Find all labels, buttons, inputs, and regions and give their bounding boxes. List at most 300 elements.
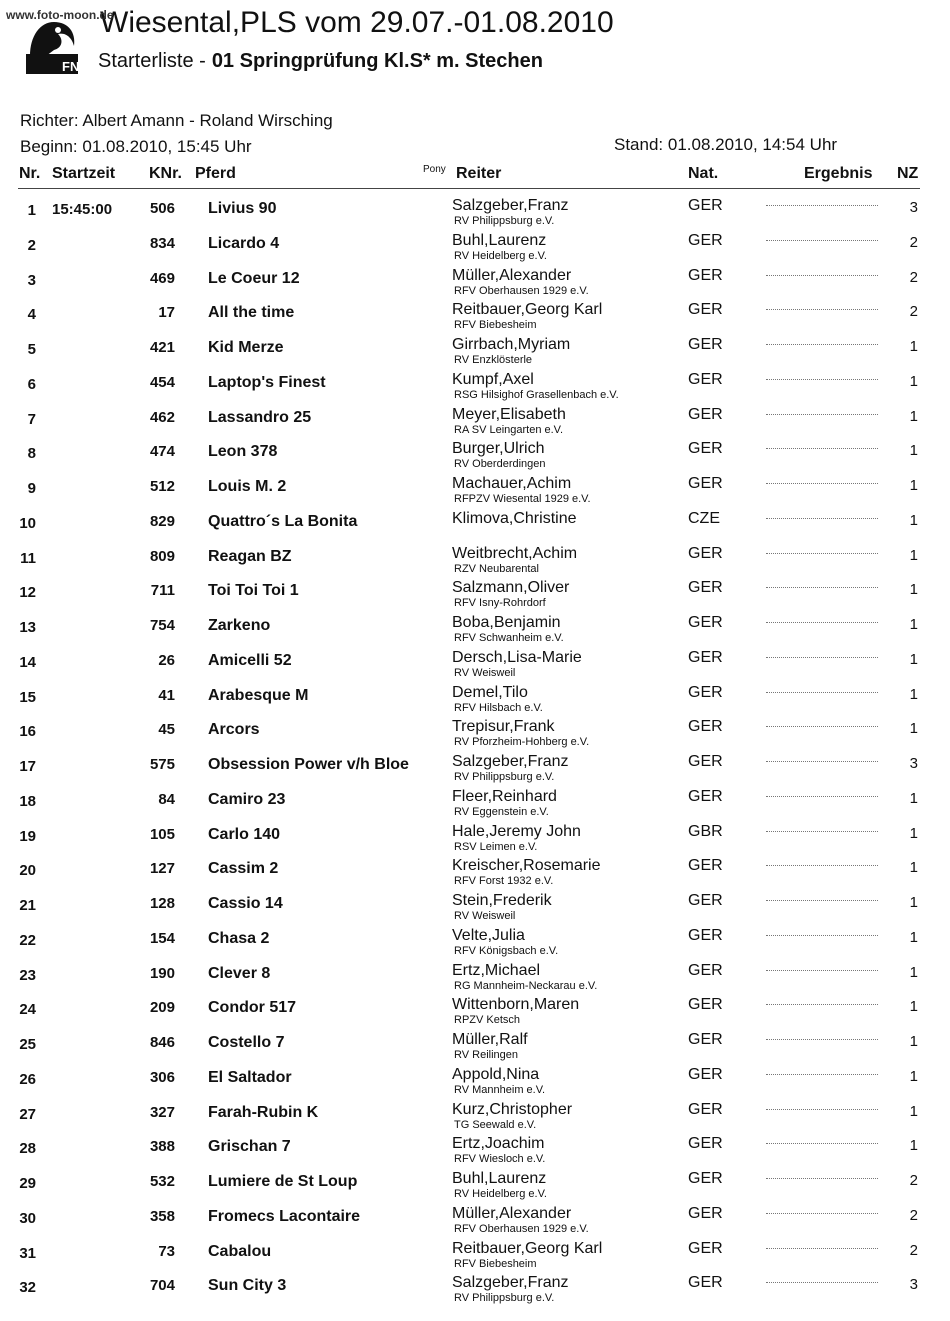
row-club: RV Philippsburg e.V.: [454, 215, 555, 227]
table-row: [0, 231, 950, 266]
row-horse: Cabalou: [208, 1242, 272, 1260]
row-rider: Trepisur,Frank: [452, 718, 555, 736]
table-row: [0, 1239, 950, 1274]
competition-name: 01 Springprüfung Kl.S* m. Stechen: [211, 50, 543, 72]
row-knr: 41: [158, 686, 175, 704]
row-nat: GER: [688, 718, 723, 736]
row-nat: GER: [688, 405, 723, 423]
row-horse: Fromecs Lacontaire: [208, 1207, 361, 1225]
row-club: RV Weisweil: [454, 666, 516, 679]
row-nz: 1: [909, 963, 918, 981]
row-knr: 512: [149, 478, 175, 495]
row-knr: 454: [149, 373, 175, 391]
row-result-placeholder: [766, 274, 878, 276]
row-rider: Reitbauer,Georg Karl: [452, 301, 603, 319]
row-horse: Arabesque M: [208, 686, 309, 704]
row-nr: 14: [19, 653, 36, 671]
col-header-pferd: Pferd: [195, 165, 236, 182]
row-knr: 829: [149, 512, 175, 530]
row-knr: 421: [149, 339, 175, 356]
row-rider: Reitbauer,Georg Karl: [452, 1239, 603, 1257]
row-nat: GER: [688, 648, 723, 666]
row-result-placeholder: [766, 691, 878, 693]
row-nat: GER: [688, 544, 723, 562]
begin-line: Beginn: 01.08.2010, 15:45 Uhr: [20, 137, 252, 156]
row-rider: Dersch,Lisa-Marie: [452, 648, 582, 666]
row-nat: GER: [688, 1100, 723, 1118]
row-nr: 21: [19, 897, 36, 914]
row-knr: 809: [149, 547, 175, 565]
row-knr: 575: [149, 756, 175, 773]
fn-logo-icon: [24, 16, 80, 76]
table-row: [0, 335, 950, 370]
row-nat: GER: [688, 336, 723, 353]
row-horse: Toi Toi Toi 1: [208, 582, 299, 600]
row-nat: GER: [688, 926, 723, 944]
row-rider: Kumpf,Axel: [452, 370, 534, 388]
row-nz: 1: [909, 859, 918, 877]
table-row: [0, 509, 950, 544]
row-club: RFPZV Wiesental 1929 e.V.: [454, 493, 591, 505]
row-nr: 17: [19, 758, 36, 775]
row-horse: Leon 378: [208, 443, 278, 461]
row-horse: Clever 8: [208, 964, 271, 982]
table-row: [0, 1030, 950, 1065]
row-club: RV Heidelberg e.V.: [454, 249, 547, 262]
row-horse: El Saltador: [208, 1068, 292, 1086]
row-knr: 532: [149, 1173, 175, 1190]
row-knr: 127: [149, 860, 175, 878]
table-row: [0, 683, 950, 718]
row-horse: Kid Merze: [208, 339, 284, 356]
row-knr: 105: [149, 825, 175, 843]
row-knr: 73: [158, 1242, 175, 1260]
row-rider: Salzgeber,Franz: [452, 1274, 569, 1292]
row-rider: Appold,Nina: [452, 1065, 540, 1083]
starter-list: [0, 196, 950, 1308]
row-nz: 1: [909, 1102, 918, 1120]
row-nz: 1: [909, 511, 918, 529]
row-knr: 26: [158, 651, 175, 669]
row-nz: 1: [909, 546, 918, 564]
row-rider: Ertz,Michael: [452, 961, 541, 979]
col-header-startzeit: Startzeit: [52, 165, 116, 182]
row-nz: 3: [909, 755, 918, 772]
row-nat: GER: [688, 996, 723, 1014]
row-nr: 24: [19, 1001, 36, 1019]
row-horse: Chasa 2: [208, 929, 270, 947]
page-title: Wiesental,PLS vom 29.07.-01.08.2010: [100, 6, 614, 39]
row-rider: Meyer,Elisabeth: [452, 405, 566, 423]
row-result-placeholder: [766, 1108, 878, 1110]
row-result-placeholder: [766, 1142, 878, 1144]
row-horse: Le Coeur 12: [208, 269, 300, 287]
row-knr: 128: [149, 895, 175, 912]
row-nz: 1: [909, 998, 918, 1016]
row-nr: 4: [27, 306, 36, 324]
row-club: RFV Isny-Rohrdorf: [454, 597, 546, 610]
row-nr: 27: [19, 1105, 36, 1123]
row-rider: Machauer,Achim: [452, 475, 572, 492]
col-header-reiter: Reiter: [456, 165, 502, 182]
row-knr: 754: [149, 617, 175, 634]
row-club: TG Seewald e.V.: [454, 1118, 537, 1131]
row-nat: GER: [688, 753, 723, 770]
row-nz: 1: [909, 894, 918, 911]
row-nz: 1: [909, 928, 918, 946]
header-divider: [18, 188, 920, 189]
table-row: [0, 1169, 950, 1204]
row-nz: 1: [909, 720, 918, 738]
row-rider: Velte,Julia: [452, 926, 525, 944]
table-row: [0, 891, 950, 926]
row-result-placeholder: [766, 204, 878, 206]
table-row: [0, 405, 950, 440]
row-club: RZV Neubarental: [454, 562, 539, 575]
row-nz: 1: [909, 650, 918, 668]
row-nr: 23: [19, 966, 36, 984]
row-nr: 3: [27, 271, 36, 289]
logo-label: FN: [62, 59, 80, 74]
row-nz: 2: [909, 1206, 918, 1224]
row-club: RSV Leimen e.V.: [454, 840, 538, 853]
row-nz: 1: [909, 789, 918, 807]
row-club: RV Philippsburg e.V.: [454, 1292, 555, 1305]
table-row: [0, 961, 950, 996]
row-club: RFV Oberhausen 1929 e.V.: [454, 1222, 589, 1235]
row-rider: Weitbrecht,Achim: [452, 544, 578, 562]
row-result-placeholder: [766, 552, 878, 554]
row-nr: 20: [19, 862, 36, 880]
row-rider: Boba,Benjamin: [452, 614, 561, 631]
row-nat: GER: [688, 231, 723, 249]
row-result-placeholder: [766, 969, 878, 971]
row-nat: GER: [688, 892, 723, 909]
row-nat: CZE: [688, 509, 720, 527]
row-club: RV Heidelberg e.V.: [454, 1188, 547, 1200]
row-result-placeholder: [766, 864, 878, 866]
table-row: [0, 613, 950, 648]
row-horse: Camiro 23: [208, 790, 286, 808]
row-club: RFV Biebesheim: [454, 1257, 537, 1270]
row-nr: 15: [19, 688, 36, 706]
row-nat: GER: [688, 961, 723, 979]
table-row: [0, 717, 950, 752]
row-club: RFV Forst 1932 e.V.: [454, 875, 554, 888]
row-nz: 1: [909, 407, 918, 425]
row-rider: Stein,Frederik: [452, 892, 552, 909]
row-result-placeholder: [766, 378, 878, 380]
row-nr: 19: [19, 827, 36, 845]
table-row: [0, 752, 950, 787]
row-nat: GER: [688, 787, 723, 805]
row-nat: GBR: [688, 822, 723, 840]
row-knr: 306: [149, 1068, 175, 1086]
table-row: [0, 578, 950, 613]
row-rider: Hale,Jeremy John: [452, 822, 581, 840]
row-rider: Kurz,Christopher: [452, 1100, 573, 1118]
row-nat: GER: [688, 370, 723, 388]
table-row: [0, 822, 950, 857]
stand-line: Stand: 01.08.2010, 14:54 Uhr: [614, 135, 838, 154]
row-nr: 25: [19, 1036, 36, 1053]
row-nr: 29: [19, 1175, 36, 1192]
row-nz: 1: [909, 1137, 918, 1155]
table-row: [0, 1134, 950, 1169]
row-nz: 3: [909, 199, 918, 216]
table-row: [0, 474, 950, 509]
row-result-placeholder: [766, 621, 878, 623]
row-club: RFV Biebesheim: [454, 319, 537, 332]
table-row: [0, 196, 950, 231]
row-nz: 1: [909, 372, 918, 390]
row-nat: GER: [688, 1135, 723, 1153]
row-nr: 22: [19, 931, 36, 949]
row-nat: GER: [688, 579, 723, 597]
row-nr: 10: [19, 514, 36, 532]
row-nr: 11: [20, 549, 36, 567]
row-horse: Costello 7: [208, 1034, 285, 1051]
row-nat: GER: [688, 1239, 723, 1257]
subtitle-label: Starterliste -: [98, 50, 206, 72]
row-result-placeholder: [766, 1003, 878, 1005]
row-nz: 2: [909, 268, 918, 286]
row-result-placeholder: [766, 586, 878, 588]
row-club: RV Enzklösterle: [454, 354, 533, 366]
table-row: [0, 1204, 950, 1239]
row-knr: 154: [149, 929, 175, 947]
row-knr: 358: [149, 1207, 175, 1225]
row-rider: Demel,Tilo: [452, 683, 528, 701]
row-result-placeholder: [766, 1281, 878, 1283]
row-nz: 3: [909, 1276, 918, 1294]
row-rider: Girrbach,Myriam: [452, 336, 571, 353]
row-startzeit: 15:45:00: [52, 201, 113, 218]
table-row: [0, 1100, 950, 1135]
row-club: RV Reilingen: [454, 1049, 519, 1061]
row-knr: 462: [149, 408, 175, 426]
table-row: [0, 995, 950, 1030]
row-nz: 2: [909, 233, 918, 251]
row-result-placeholder: [766, 934, 878, 936]
col-header-pony: Pony: [423, 164, 446, 175]
row-horse: Zarkeno: [208, 617, 271, 634]
row-nz: 1: [909, 477, 918, 494]
row-horse: Cassio 14: [208, 895, 283, 912]
row-knr: 469: [149, 269, 175, 287]
row-rider: Salzmann,Oliver: [452, 579, 570, 597]
table-row: [0, 266, 950, 301]
row-horse: All the time: [208, 304, 295, 322]
row-rider: Buhl,Laurenz: [452, 1170, 547, 1187]
row-rider: Müller,Alexander: [452, 266, 572, 284]
row-rider: Ertz,Joachim: [452, 1135, 545, 1153]
row-rider: Buhl,Laurenz: [452, 231, 547, 249]
row-knr: 474: [149, 443, 175, 461]
row-result-placeholder: [766, 656, 878, 658]
table-row: [0, 544, 950, 579]
row-nz: 1: [909, 616, 918, 633]
row-rider: Wittenborn,Maren: [452, 996, 580, 1014]
row-nr: 16: [19, 723, 36, 741]
row-horse: Carlo 140: [208, 825, 281, 843]
row-nr: 6: [27, 375, 36, 393]
table-row: [0, 856, 950, 891]
row-nr: 5: [27, 341, 36, 358]
row-nr: 1: [27, 202, 36, 219]
table-row: [0, 926, 950, 961]
row-horse: Lumiere de St Loup: [208, 1173, 358, 1190]
row-nz: 1: [909, 1067, 918, 1085]
row-nat: GER: [688, 1204, 723, 1222]
row-rider: Müller,Alexander: [452, 1204, 572, 1222]
row-nat: GER: [688, 1274, 723, 1292]
row-result-placeholder: [766, 795, 878, 797]
row-result-placeholder: [766, 1247, 878, 1249]
row-result-placeholder: [766, 413, 878, 415]
row-club: RV Oberderdingen: [454, 458, 546, 471]
row-rider: Fleer,Reinhard: [452, 787, 557, 805]
row-nat: GER: [688, 197, 723, 214]
row-club: RV Philippsburg e.V.: [454, 771, 555, 783]
row-horse: Grischan 7: [208, 1138, 291, 1156]
row-nr: 12: [19, 584, 36, 602]
row-nr: 26: [19, 1070, 36, 1088]
row-rider: Kreischer,Rosemarie: [452, 857, 601, 875]
row-club: RV Pforzheim-Hohberg e.V.: [454, 736, 590, 749]
row-nr: 31: [19, 1244, 36, 1262]
row-result-placeholder: [766, 725, 878, 727]
row-nz: 1: [909, 824, 918, 842]
row-nat: GER: [688, 1031, 723, 1048]
row-knr: 17: [158, 304, 175, 322]
row-horse: Sun City 3: [208, 1277, 287, 1295]
row-club: RFV Schwanheim e.V.: [454, 632, 564, 644]
col-header-nr: Nr.: [19, 165, 41, 182]
row-horse: Livius 90: [208, 200, 277, 217]
row-nr: 18: [19, 792, 36, 810]
row-knr: 506: [149, 200, 175, 217]
row-horse: Quattro´s La Bonita: [208, 512, 358, 530]
row-result-placeholder: [766, 1177, 878, 1179]
row-result-placeholder: [766, 482, 878, 484]
col-header-nat: Nat.: [688, 165, 719, 182]
row-nz: 1: [909, 685, 918, 703]
table-row: [0, 300, 950, 335]
row-nz: 1: [909, 442, 918, 460]
row-nat: GER: [688, 614, 723, 631]
row-horse: Louis M. 2: [208, 478, 287, 495]
row-nr: 13: [19, 619, 36, 636]
row-club: RFV Wiesloch e.V.: [454, 1153, 546, 1166]
row-knr: 846: [149, 1034, 175, 1051]
table-row: [0, 370, 950, 405]
row-club: RV Weisweil: [454, 910, 516, 922]
row-horse: Reagan BZ: [208, 547, 292, 565]
row-nr: 7: [27, 410, 36, 428]
row-club: RFV Königsbach e.V.: [454, 944, 559, 957]
row-result-placeholder: [766, 517, 878, 519]
row-knr: 711: [150, 582, 175, 600]
table-row: [0, 439, 950, 474]
row-club: RA SV Leingarten e.V.: [454, 423, 564, 436]
row-club: RSG Hilsighof Grasellenbach e.V.: [454, 388, 619, 401]
row-rider: Salzgeber,Franz: [452, 197, 569, 214]
row-rider: Klimova,Christine: [452, 509, 577, 527]
row-club: RFV Hilsbach e.V.: [454, 701, 543, 714]
judges-line: Richter: Albert Amann - Roland Wirsching: [20, 111, 333, 130]
watermark-text: www.foto-moon.de: [6, 8, 114, 22]
row-result-placeholder: [766, 1073, 878, 1075]
table-row: [0, 1065, 950, 1100]
row-result-placeholder: [766, 760, 878, 762]
row-horse: Arcors: [208, 721, 260, 739]
row-nat: GER: [688, 857, 723, 875]
row-rider: Burger,Ulrich: [452, 440, 545, 458]
row-nr: 28: [19, 1140, 36, 1158]
col-header-ergebnis: Ergebnis: [804, 165, 873, 182]
row-result-placeholder: [766, 899, 878, 901]
row-result-placeholder: [766, 1212, 878, 1214]
row-horse: Laptop's Finest: [208, 373, 326, 391]
row-nat: GER: [688, 440, 723, 458]
row-rider: Salzgeber,Franz: [452, 753, 569, 770]
row-nr: 30: [19, 1209, 36, 1227]
row-horse: Farah-Rubin K: [208, 1103, 319, 1121]
row-horse: Cassim 2: [208, 860, 279, 878]
table-row: [0, 787, 950, 822]
row-nz: 2: [909, 303, 918, 321]
row-result-placeholder: [766, 343, 878, 345]
row-horse: Lassandro 25: [208, 408, 312, 426]
row-result-placeholder: [766, 447, 878, 449]
row-nz: 2: [909, 1172, 918, 1189]
row-result-placeholder: [766, 1038, 878, 1040]
row-knr: 190: [149, 964, 175, 982]
row-club: RPZV Ketsch: [454, 1014, 521, 1027]
row-horse: Licardo 4: [208, 234, 280, 252]
row-nat: GER: [688, 1170, 723, 1187]
row-nr: 9: [27, 480, 36, 497]
row-result-placeholder: [766, 830, 878, 832]
row-nr: 8: [27, 445, 36, 463]
page-subtitle: [98, 50, 543, 73]
row-knr: 84: [158, 790, 175, 808]
row-club: RV Eggenstein e.V.: [454, 805, 549, 818]
table-row: [0, 648, 950, 683]
row-nr: 2: [27, 236, 36, 254]
table-row: [0, 1273, 950, 1308]
row-rider: Müller,Ralf: [452, 1031, 528, 1048]
col-header-nz: NZ: [897, 165, 919, 182]
row-club: RG Mannheim-Neckarau e.V.: [454, 979, 598, 992]
row-club: RFV Oberhausen 1929 e.V.: [454, 284, 589, 297]
row-nz: 1: [909, 1033, 918, 1050]
col-header-knr: KNr.: [149, 165, 182, 182]
row-nz: 2: [909, 1241, 918, 1259]
row-knr: 388: [149, 1138, 175, 1156]
row-knr: 704: [149, 1277, 175, 1295]
row-nat: GER: [688, 1065, 723, 1083]
row-nat: GER: [688, 475, 723, 492]
row-horse: Amicelli 52: [208, 651, 292, 669]
row-knr: 327: [149, 1103, 175, 1121]
row-horse: Obsession Power v/h Bloe: [208, 756, 409, 773]
row-horse: Condor 517: [208, 999, 297, 1017]
row-result-placeholder: [766, 308, 878, 310]
row-result-placeholder: [766, 239, 878, 241]
row-club: RV Mannheim e.V.: [454, 1083, 546, 1096]
